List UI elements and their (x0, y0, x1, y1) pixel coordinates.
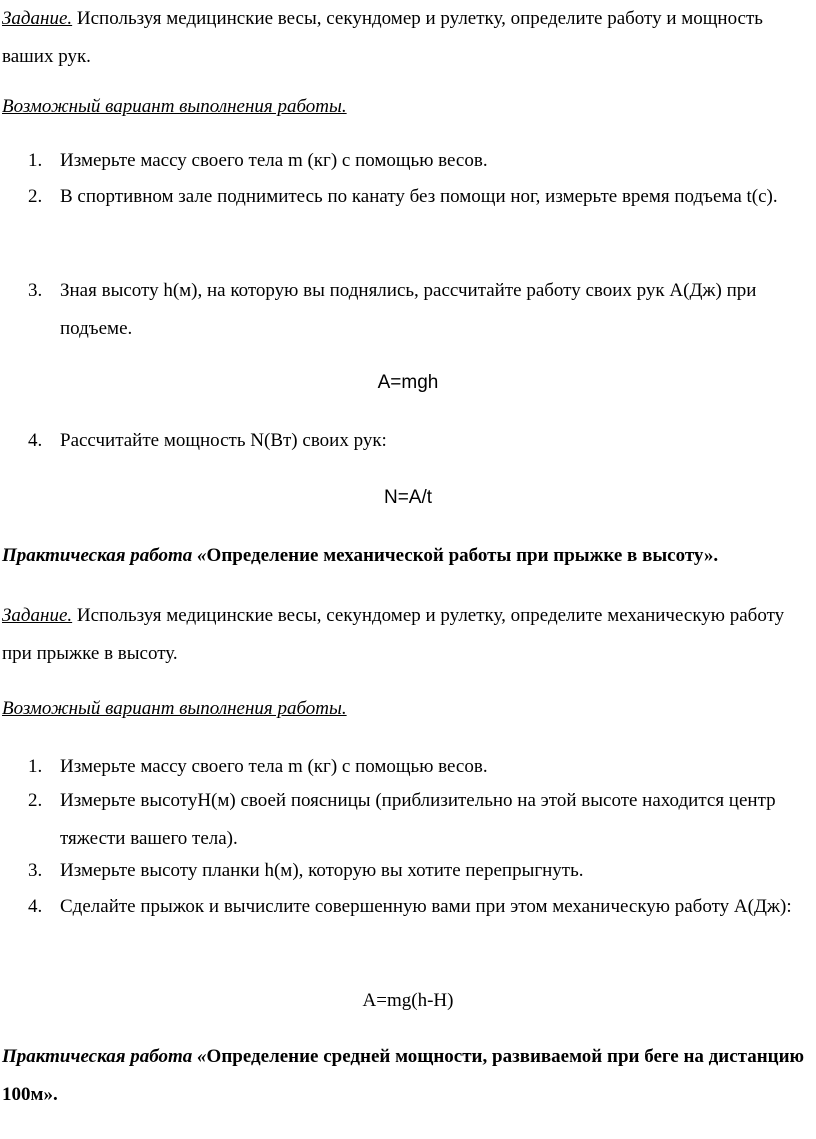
list-item (28, 272, 798, 348)
section-heading-run (2, 1038, 814, 1114)
heading-bold: Определение средней мощности, развиваемой при беге на дистанцию 100м». (2, 1046, 805, 1105)
task-paragraph-1 (2, 0, 814, 76)
list-number: 3. (28, 860, 43, 881)
variant-label-2 (2, 690, 814, 728)
list-item (28, 142, 798, 180)
list-item (28, 888, 798, 926)
list-number: 1. (28, 150, 43, 171)
formula-jump-work: A=mg(h-H) (362, 990, 454, 1011)
section-heading-jump (2, 537, 814, 575)
task-text: Используя медицинские весы, секундомер и рулетку, определите механическую работу при прыжке в высоту. (2, 605, 785, 664)
list-item (28, 748, 798, 786)
list-item (28, 178, 798, 216)
list-text: Измерьте высотуН(м) своей поясницы (приблизительно на этой высоте находится центр тяжести вашего тела). (60, 790, 776, 849)
formula-power: N=A/t (383, 487, 433, 508)
heading-italic: Практическая работа « (2, 545, 207, 566)
variant-label-1 (2, 88, 814, 126)
list-text: Рассчитайте мощность N(Вт) своих рук: (60, 430, 387, 451)
list-text: Сделайте прыжок и вычислите совершенную вами при этом механическую работу А(Дж): (60, 896, 792, 917)
list-number: 1. (28, 756, 43, 777)
list-number: 2. (28, 186, 43, 207)
list-item (28, 852, 798, 890)
list-item (28, 782, 798, 858)
variant-label-text: Возможный вариант выполнения работы. (2, 698, 347, 719)
list-text: Измерьте массу своего тела m (кг) с помощью весов. (60, 150, 488, 171)
list-number: 2. (28, 790, 43, 811)
heading-italic: Практическая работа « (2, 1046, 207, 1067)
list-text: Измерьте высоту планки h(м), которую вы хотите перепрыгнуть. (60, 860, 584, 881)
list-text: В спортивном зале поднимитесь по канату без помощи ног, измерьте время подъема t(с). (60, 186, 778, 207)
formula-work: A=mgh (377, 372, 439, 393)
task-label: Задание. (2, 605, 73, 626)
task-text: Используя медицинские весы, секундомер и рулетку, определите работу и мощность ваших рук. (2, 8, 763, 67)
list-text: Измерьте массу своего тела m (кг) с помощью весов. (60, 756, 488, 777)
list-number: 4. (28, 430, 43, 451)
list-item (28, 422, 798, 460)
heading-bold: Определение механической работы при прыжке в высоту». (206, 545, 719, 566)
list-number: 3. (28, 280, 43, 301)
variant-label-text: Возможный вариант выполнения работы. (2, 96, 347, 117)
list-number: 4. (28, 896, 43, 917)
task-label: Задание. (2, 8, 73, 29)
list-text: Зная высоту h(м), на которую вы поднялись, рассчитайте работу своих рук А(Дж) при подъеме. (60, 280, 757, 339)
task-paragraph-2 (2, 597, 814, 673)
